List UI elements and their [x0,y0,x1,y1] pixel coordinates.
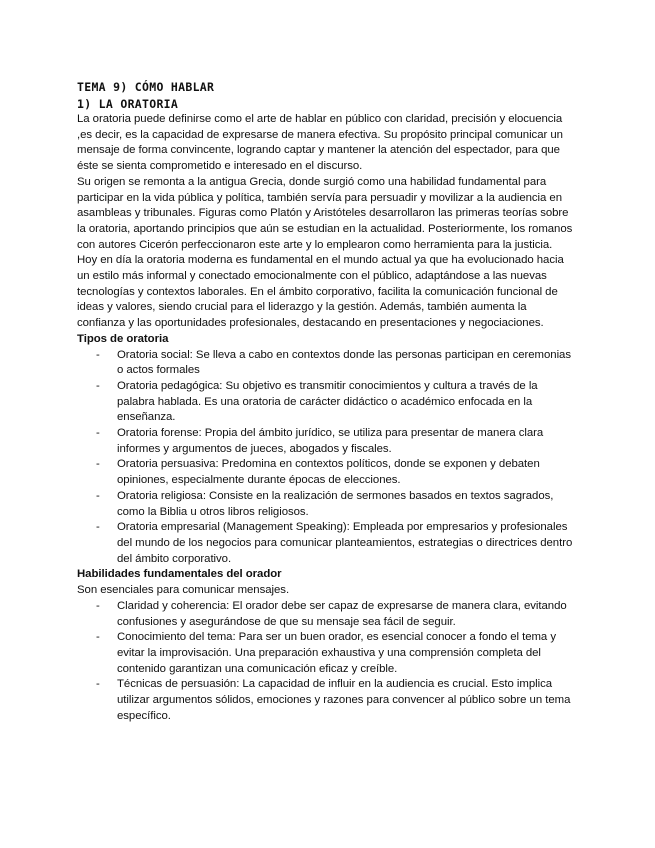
dash-bullet: - [96,458,100,471]
section-heading-oratoria: 1) LA ORATORIA [77,97,179,111]
list-item-text: Conocimiento del tema: Para ser un buen orador, es esencial conocer a fondo el tema y evitar la improvisación. Una preparación exhaustiva y una comprensión completa del contenido garantizan una comunicación eficaz y creíble. [117,631,556,675]
list-item-text: Oratoria forense: Propia del ámbito jurídico, se utiliza para presentar de manera clara informes y argumentos de jueces, abogados y fiscales. [117,427,544,455]
list-item-text: Oratoria social: Se lleva a cabo en contextos donde las personas participan en ceremonias o actos formales [117,348,571,377]
list-item-text: Claridad y coherencia: El orador debe ser capaz de expresarse de manera clara, evitando confusiones y asegurándose de que su mensaje sea fácil de seguir. [117,599,567,628]
dash-bullet: - [96,631,100,644]
dash-bullet: - [96,348,100,361]
types-list [77,348,577,568]
types-heading: Tipos de oratoria [77,332,169,345]
skills-heading: Habilidades fundamentales del orador [77,568,282,581]
dash-bullet: - [96,521,100,534]
modern-paragraph: Hoy en día la oratoria moderna es fundamental en el mundo actual ya que ha evolucionado hacia un estilo más informal y conectado emocionalmente con el público, adaptándose a las nuevas tecnologías y contextos laborales. En el ámbito corporativo, facilita la comunicación funcional de ideas y valores, siendo crucial para el liderazgo y la gestión. Además, también aumenta la confianza y las oportunidades profesionales, destacando en presentaciones y negociaciones. [77,254,564,330]
list-item [77,426,577,457]
dash-bullet: - [96,489,100,502]
skills-intro: Son esenciales para comunicar mensajes. [77,584,290,597]
list-item [77,457,577,488]
list-item [77,677,577,724]
list-item [77,520,577,567]
dash-bullet: - [96,427,100,440]
list-item-text: Oratoria empresarial (Management Speaking): Empleada por empresarios y profesionales del mundo de los negocios para comunicar planteamientos, estrategias o directrices dentro del ámbito corporativo. [117,521,573,565]
list-item-text: Técnicas de persuasión: La capacidad de influir en la audiencia es crucial. Esto implica utilizar argumentos sólidos, emociones y razones para convencer al público sobre un tema específico. [117,678,571,722]
list-item [77,630,577,677]
list-item [77,379,577,426]
dash-bullet: - [96,599,100,612]
dash-bullet: - [96,379,100,392]
list-item [77,489,577,520]
document-page [77,79,577,724]
origin-paragraph: Su origen se remonta a la antigua Grecia, donde surgió como una habilidad fundamental para participar en la vida pública y política, también servía para persuadir y movilizar a la audiencia en asambleas y tribunales. Figuras como Platón y Aristóteles desarrollaron las primeras teorías sobre la oratoria, aportando principios que aún se estudian en la actualidad. Posteriormente, los romanos con autores Cicerón perfeccionaron este arte y lo emplearon como herramienta para la justicia. [77,175,573,251]
intro-paragraph: La oratoria puede definirse como el arte de hablar en público con claridad, precisión y elocuencia ,es decir, es la capacidad de expresarse de manera efectiva. Su propósito principal comunicar un mensaje de forma convincente, logrando captar y mantener la atención del espectador, para que éste se sienta comprometido e interesado en el discurso. [77,113,563,173]
dash-bullet: - [96,678,100,691]
document-title: TEMA 9) CÓMO HABLAR [77,80,215,94]
list-item [77,599,577,630]
list-item-text: Oratoria persuasiva: Predomina en contextos políticos, donde se exponen y debaten opiniones, especialmente durante épocas de elecciones. [117,458,540,487]
list-item-text: Oratoria pedagógica: Su objetivo es transmitir conocimientos y cultura a través de la palabra hablada. Es una oratoria de carácter didáctico o académico enfocada en la enseñanza. [117,379,538,424]
skills-list [77,599,577,725]
list-item-text: Oratoria religiosa: Consiste en la realización de sermones basados en textos sagrados, como la Biblia u otros libros religiosos. [117,489,554,518]
list-item [77,348,577,379]
